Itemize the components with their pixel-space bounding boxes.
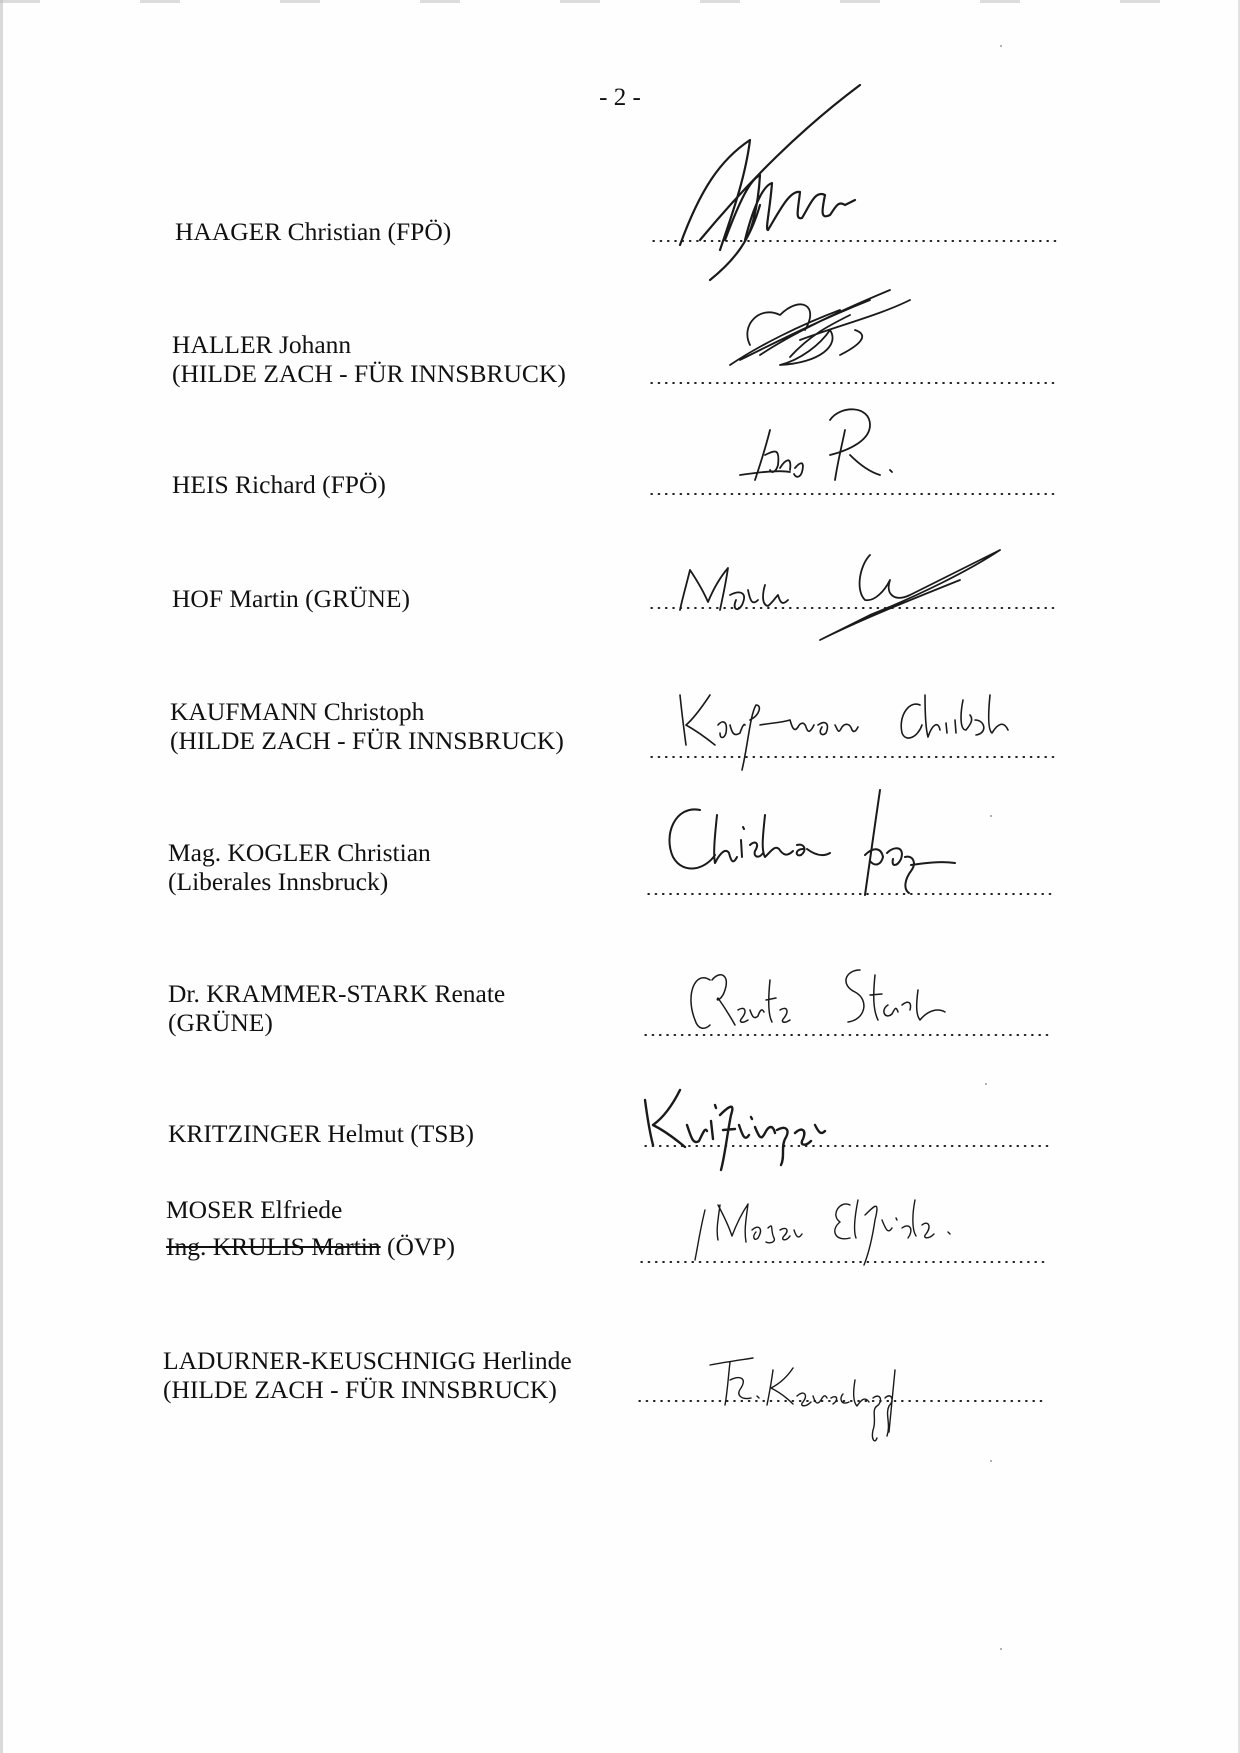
signatory-name-line: (HILDE ZACH - FÜR INNSBRUCK) [163,1375,557,1404]
signatory-name [175,217,451,246]
scan-speck [1000,1648,1002,1650]
scan-edge-left [0,0,3,1753]
signature-line [648,382,1058,384]
signature-heis [720,400,920,490]
signatory-name [172,470,386,499]
signatory-name-line: (GRÜNE) [168,1008,273,1037]
signatory-name-line: HOF Martin (GRÜNE) [172,584,410,613]
struck-name: Ing. KRULIS Martin [166,1232,381,1261]
signature-line [648,493,1058,495]
signatory-name [172,584,410,613]
signature-kaufmann [670,675,1050,775]
signatory-name [168,979,505,1037]
signature-haller [720,285,920,375]
scan-speck [990,815,992,817]
party-label: (ÖVP) [386,1232,455,1261]
scan-speck [1000,45,1002,47]
signatory-name-line: HALLER Johann [172,330,352,359]
signature-ladurner-keuschnigg [705,1340,965,1450]
signatory-name-line: (HILDE ZACH - FÜR INNSBRUCK) [170,726,564,755]
signatory-name-line [166,1232,455,1261]
signatory-name-line: HAAGER Christian (FPÖ) [175,217,452,246]
signatory-name-line: (HILDE ZACH - FÜR INNSBRUCK) [172,359,566,388]
signature-moser [690,1160,1020,1270]
signatory-name [163,1346,572,1404]
signatory-name [172,330,566,388]
signatory-name-line: (Liberales Innsbruck) [168,867,389,896]
signatory-name [170,697,564,755]
signatory-name [166,1195,455,1261]
signatory-name-line: LADURNER-KEUSCHNIGG Herlinde [163,1346,572,1375]
signatory-name-line: KAUFMANN Christoph [170,697,425,726]
scan-speck [990,1460,992,1462]
signature-krammer-stark [680,950,980,1040]
signature-haager [640,80,930,290]
signatory-name-line: KRITZINGER Helmut (TSB) [168,1119,474,1148]
signatory-name-line: Mag. KOGLER Christian [168,838,431,867]
signatory-name [168,838,431,896]
page-number: - 2 - [599,84,641,111]
signature-kogler [655,785,975,925]
signatory-name-line: HEIS Richard (FPÖ) [172,470,386,499]
signatory-name-line: MOSER Elfriede [166,1195,343,1224]
signatory-name-line: Dr. KRAMMER-STARK Renate [168,979,506,1008]
scan-speck [985,1083,987,1085]
signatory-name [168,1119,474,1148]
signature-hof [670,540,1020,650]
scan-top-artifact [0,0,1240,3]
